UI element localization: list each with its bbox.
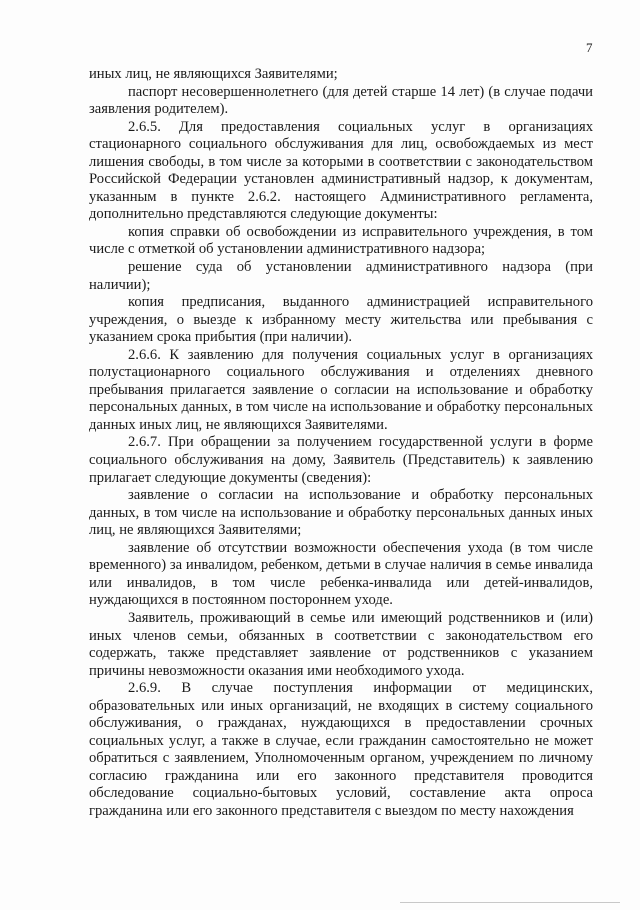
paragraph-relatives-statement: Заявитель, проживающий в семье или имеющий родственников и (или) иных членов семьи, обязанных в соответствии с законодательством его содержать, также представляет заявление от родственников с указанием причины невозможности оказания ими необходимого ухода. — [89, 609, 593, 679]
paragraph-prescription-copy: копия предписания, выданного администрацией исправительного учреждения, о выезде к избранному месту жительства или пребывания с указанием срока прибытия (при наличии). — [89, 294, 593, 346]
paragraph-consent-statement: заявление о согласии на использование и обработку персональных данных, в том числе на использование и обработку персональных данных иных лиц, не являющихся Заявителями; — [89, 487, 593, 539]
paragraph-2-6-9: 2.6.9. В случае поступления информации от медицинских, образовательных или иных организаций, не входящих в систему социального обслуживания, о гражданах, нуждающихся в предоставлении срочных социальных услуг, а также в случае, если гражданин самостоятельно не может обратиться с заявлением, Уполномоченным органом, учреждением по личному согласию гражданина или его законного представителя проводится обследование социально-бытовых условий, составление акта опроса гражданина или его законного представителя с выездом по месту нахождения — [89, 680, 593, 819]
paragraph-2-6-6: 2.6.6. К заявлению для получения социальных услуг в организациях полустационарного социального обслуживания и отделениях дневного пребывания прилагается заявление о согласии на использование и обработку персональных данных, в том числе на использование и обработку персональных данных иных лиц, не являющихся Заявителями. — [89, 346, 593, 433]
paragraph-release-certificate: копия справки об освобождении из исправительного учреждения, в том числе с отметкой об установлении административного надзора; — [89, 223, 593, 258]
paragraph-2-6-7: 2.6.7. При обращении за получением государственной услуги в форме социального обслуживания на дому, Заявитель (Представитель) к заявлению прилагает следующие документы (сведения): — [89, 434, 593, 486]
paragraph-court-decision: решение суда об установлении административного надзора (при наличии); — [89, 259, 593, 293]
scan-edge-line — [400, 902, 620, 903]
paragraph-passport: паспорт несовершеннолетнего (для детей старше 14 лет) (в случае подачи заявления родителем). — [89, 83, 593, 118]
paragraph-2-6-5: 2.6.5. Для предоставления социальных услуг в организациях стационарного социального обслуживания для лиц, освобождаемых из мест лишения свободы, в том числе за которыми в соответствии с законодательством Российской Федерации установлен административный надзор, к документам, указанным в пункте 2.6.2. настоящего Административного регламента, дополнительно представляются следующие документы: — [89, 118, 593, 223]
paragraph-care-absence-statement: заявление об отсутствии возможности обеспечения ухода (в том числе временного) за инвалидом, ребенком, детьми в случае наличия в семье инвалида или инвалидов, в том числе ребенка-инвалида или детей-инвалидов, нуждающихся в постоянном постороннем уходе. — [89, 539, 593, 609]
paragraph-continuation: иных лиц, не являющихся Заявителями; — [89, 66, 338, 82]
document-body — [89, 66, 593, 821]
page-number: 7 — [586, 40, 593, 55]
